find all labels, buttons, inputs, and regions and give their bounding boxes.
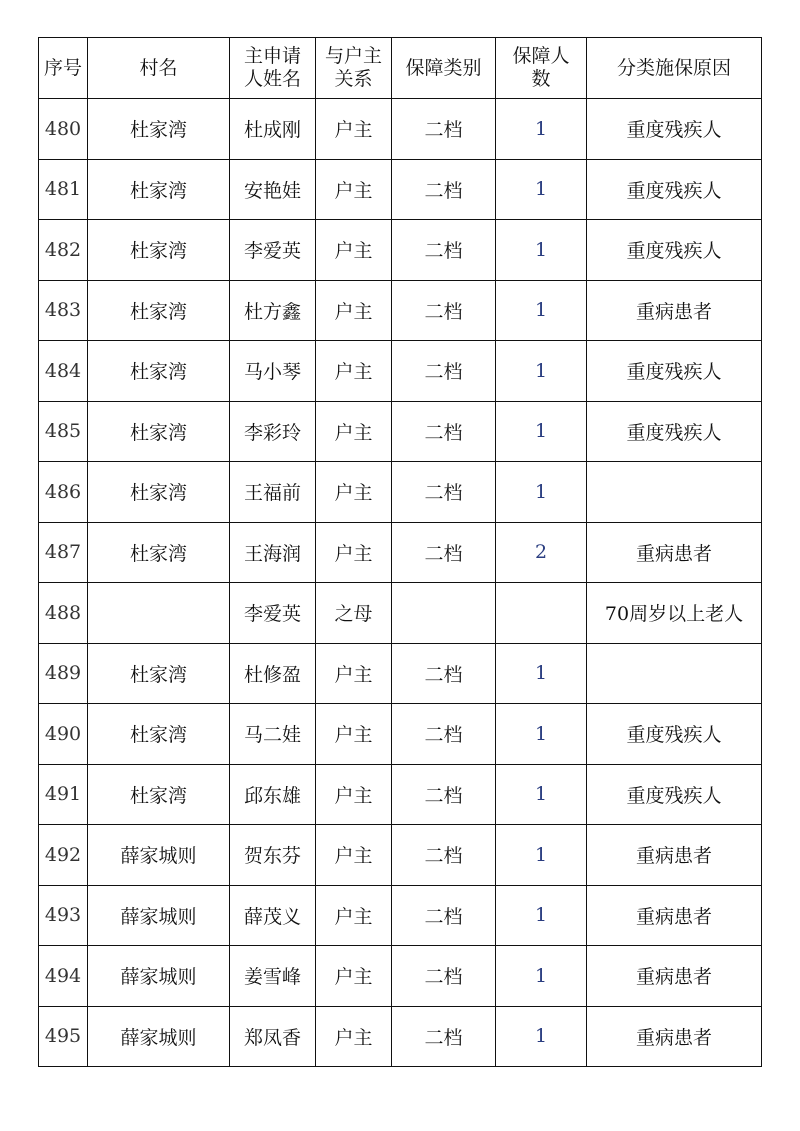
table-row xyxy=(39,764,762,825)
cell-seq: 487 xyxy=(39,522,88,583)
cell-count: 1 xyxy=(496,825,587,886)
table-header xyxy=(39,38,762,99)
table-row xyxy=(39,220,762,281)
header-count xyxy=(496,38,587,99)
cell-relation: 户主 xyxy=(316,462,392,523)
table-row xyxy=(39,159,762,220)
cell-name: 安艳娃 xyxy=(230,159,316,220)
cell-reason: 重病患者 xyxy=(587,885,762,946)
cell-count: 1 xyxy=(496,401,587,462)
cell-relation: 户主 xyxy=(316,341,392,402)
cell-seq: 494 xyxy=(39,946,88,1007)
cell-reason: 重度残疾人 xyxy=(587,401,762,462)
header-relation-line1: 与户主 xyxy=(324,45,382,67)
cell-seq: 490 xyxy=(39,704,88,765)
cell-reason xyxy=(587,643,762,704)
table-row xyxy=(39,583,762,644)
table-row xyxy=(39,462,762,523)
cell-village: 杜家湾 xyxy=(88,462,230,523)
cell-village: 杜家湾 xyxy=(88,280,230,341)
header-row xyxy=(39,38,762,99)
cell-count: 1 xyxy=(496,946,587,1007)
cell-reason: 重度残疾人 xyxy=(587,99,762,160)
cell-name: 姜雪峰 xyxy=(230,946,316,1007)
cell-village: 杜家湾 xyxy=(88,159,230,220)
cell-village xyxy=(88,583,230,644)
cell-name: 王海润 xyxy=(230,522,316,583)
cell-relation: 户主 xyxy=(316,401,392,462)
cell-seq: 481 xyxy=(39,159,88,220)
cell-category: 二档 xyxy=(392,280,496,341)
cell-village: 杜家湾 xyxy=(88,401,230,462)
cell-name: 杜修盈 xyxy=(230,643,316,704)
cell-seq: 493 xyxy=(39,885,88,946)
cell-name: 薛茂义 xyxy=(230,885,316,946)
cell-count: 1 xyxy=(496,764,587,825)
cell-category: 二档 xyxy=(392,825,496,886)
cell-village: 杜家湾 xyxy=(88,341,230,402)
header-count-line2: 数 xyxy=(531,68,551,90)
cell-seq: 483 xyxy=(39,280,88,341)
cell-seq: 480 xyxy=(39,99,88,160)
cell-seq: 486 xyxy=(39,462,88,523)
cell-category: 二档 xyxy=(392,946,496,1007)
cell-seq: 488 xyxy=(39,583,88,644)
cell-seq: 492 xyxy=(39,825,88,886)
cell-reason: 重度残疾人 xyxy=(587,341,762,402)
cell-name: 马二娃 xyxy=(230,704,316,765)
cell-village: 杜家湾 xyxy=(88,764,230,825)
header-relation xyxy=(316,38,392,99)
cell-name: 马小琴 xyxy=(230,341,316,402)
header-relation-line2: 关系 xyxy=(334,68,373,90)
cell-reason: 重病患者 xyxy=(587,825,762,886)
cell-village: 薛家城则 xyxy=(88,885,230,946)
cell-relation: 户主 xyxy=(316,825,392,886)
cell-category: 二档 xyxy=(392,643,496,704)
cell-relation: 户主 xyxy=(316,99,392,160)
header-village: 村名 xyxy=(88,38,230,99)
cell-reason: 重度残疾人 xyxy=(587,704,762,765)
table-row xyxy=(39,946,762,1007)
cell-count: 1 xyxy=(496,1006,587,1067)
cell-name: 杜方鑫 xyxy=(230,280,316,341)
cell-relation: 户主 xyxy=(316,220,392,281)
table-row xyxy=(39,280,762,341)
cell-seq: 495 xyxy=(39,1006,88,1067)
cell-category: 二档 xyxy=(392,764,496,825)
table-body xyxy=(39,99,762,1067)
cell-count: 2 xyxy=(496,522,587,583)
header-seq: 序号 xyxy=(39,38,88,99)
table-row xyxy=(39,522,762,583)
cell-village: 杜家湾 xyxy=(88,99,230,160)
cell-count: 1 xyxy=(496,704,587,765)
cell-seq: 482 xyxy=(39,220,88,281)
cell-reason: 重病患者 xyxy=(587,280,762,341)
cell-reason: 重度残疾人 xyxy=(587,220,762,281)
cell-village: 杜家湾 xyxy=(88,643,230,704)
cell-count: 1 xyxy=(496,99,587,160)
table-row xyxy=(39,704,762,765)
cell-name: 王福前 xyxy=(230,462,316,523)
cell-category: 二档 xyxy=(392,220,496,281)
header-applicant-line2: 人姓名 xyxy=(243,68,301,90)
subsistence-roster-table xyxy=(38,37,762,1067)
table-row xyxy=(39,1006,762,1067)
cell-category: 二档 xyxy=(392,1006,496,1067)
cell-seq: 485 xyxy=(39,401,88,462)
cell-village: 杜家湾 xyxy=(88,704,230,765)
cell-village: 杜家湾 xyxy=(88,522,230,583)
cell-count: 1 xyxy=(496,462,587,523)
header-applicant xyxy=(230,38,316,99)
cell-reason: 重度残疾人 xyxy=(587,159,762,220)
cell-category: 二档 xyxy=(392,159,496,220)
cell-village: 薛家城则 xyxy=(88,825,230,886)
table-row xyxy=(39,341,762,402)
cell-seq: 484 xyxy=(39,341,88,402)
cell-count xyxy=(496,583,587,644)
cell-category: 二档 xyxy=(392,341,496,402)
table-row xyxy=(39,99,762,160)
header-category: 保障类别 xyxy=(392,38,496,99)
cell-name: 郑凤香 xyxy=(230,1006,316,1067)
header-applicant-line1: 主申请 xyxy=(243,45,301,67)
cell-reason: 重病患者 xyxy=(587,946,762,1007)
cell-count: 1 xyxy=(496,643,587,704)
table-row xyxy=(39,825,762,886)
cell-reason: 重度残疾人 xyxy=(587,764,762,825)
cell-category: 二档 xyxy=(392,401,496,462)
cell-reason: 70周岁以上老人 xyxy=(587,583,762,644)
cell-relation: 户主 xyxy=(316,885,392,946)
cell-village: 薛家城则 xyxy=(88,946,230,1007)
cell-seq: 491 xyxy=(39,764,88,825)
cell-village: 薛家城则 xyxy=(88,1006,230,1067)
cell-reason: 重病患者 xyxy=(587,1006,762,1067)
cell-name: 李爱英 xyxy=(230,220,316,281)
cell-reason xyxy=(587,462,762,523)
cell-count: 1 xyxy=(496,341,587,402)
cell-name: 李爱英 xyxy=(230,583,316,644)
header-reason: 分类施保原因 xyxy=(587,38,762,99)
cell-category xyxy=(392,583,496,644)
cell-count: 1 xyxy=(496,159,587,220)
cell-relation: 户主 xyxy=(316,946,392,1007)
cell-count: 1 xyxy=(496,220,587,281)
cell-name: 贺东芬 xyxy=(230,825,316,886)
table-row xyxy=(39,643,762,704)
cell-category: 二档 xyxy=(392,99,496,160)
cell-relation: 户主 xyxy=(316,704,392,765)
cell-village: 杜家湾 xyxy=(88,220,230,281)
cell-relation: 户主 xyxy=(316,159,392,220)
table-row xyxy=(39,885,762,946)
cell-name: 邱东雄 xyxy=(230,764,316,825)
cell-reason: 重病患者 xyxy=(587,522,762,583)
cell-name: 杜成刚 xyxy=(230,99,316,160)
cell-category: 二档 xyxy=(392,704,496,765)
table-row xyxy=(39,401,762,462)
cell-category: 二档 xyxy=(392,462,496,523)
cell-count: 1 xyxy=(496,280,587,341)
header-count-line1: 保障人 xyxy=(512,45,570,67)
cell-relation: 户主 xyxy=(316,643,392,704)
cell-relation: 之母 xyxy=(316,583,392,644)
cell-category: 二档 xyxy=(392,885,496,946)
cell-category: 二档 xyxy=(392,522,496,583)
cell-seq: 489 xyxy=(39,643,88,704)
cell-relation: 户主 xyxy=(316,764,392,825)
cell-relation: 户主 xyxy=(316,280,392,341)
cell-relation: 户主 xyxy=(316,522,392,583)
cell-relation: 户主 xyxy=(316,1006,392,1067)
cell-name: 李彩玲 xyxy=(230,401,316,462)
cell-count: 1 xyxy=(496,885,587,946)
